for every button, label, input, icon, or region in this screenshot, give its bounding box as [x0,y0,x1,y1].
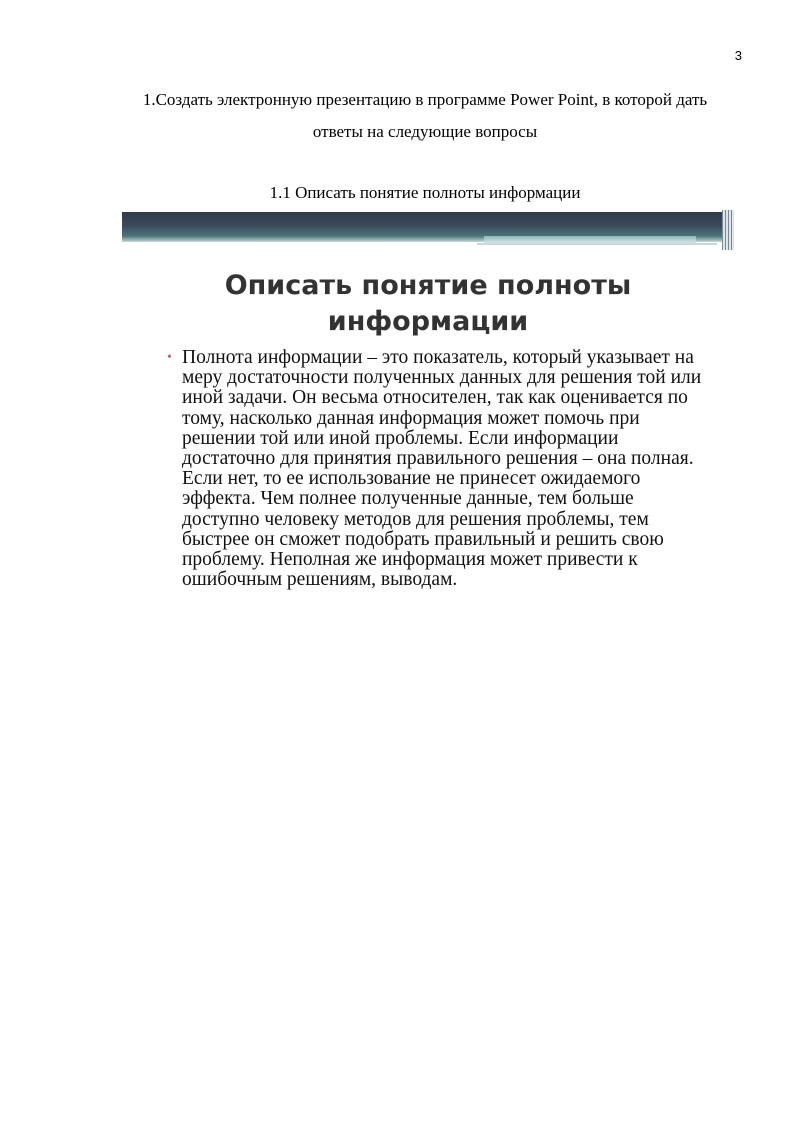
slide-bullet-item [162,348,702,590]
slide-header-stripes [722,210,734,250]
slide-bullet-text: Полнота информации – это показатель, который указывает на меру достаточности полученных данных для решения той или иной задачи. Он весьма относителен, так как оценивается по тому, насколько данная информация может помочь при решении той или иной проблемы. Если информации достаточно для принятия правильного решения – она полная. Если нет, то ее использование не принесет ожидаемого эффекта. Чем полнее полученные данные, тем больше доступно человеку методов для решения проблемы, тем быстрее он сможет подобрать правильный и решить свою проблему. Неполная же информация может привести к ошибочным решениям, выводам. [182,347,702,591]
slide-bullet-list [162,348,702,590]
slide-accent-bar [484,236,696,243]
task-heading: 1.Создать электронную презентацию в программе Power Point, в которой дать ответы на следующие вопросы [142,90,708,141]
section-heading: 1.1 Описать понятие полноты информации [269,183,581,202]
bullet-icon: • [167,350,172,365]
page-number: 3 [734,48,742,63]
slide-title: Описать понятие полноты информации [224,270,632,337]
slide-image [122,210,734,640]
slide-accent-line [477,243,717,245]
